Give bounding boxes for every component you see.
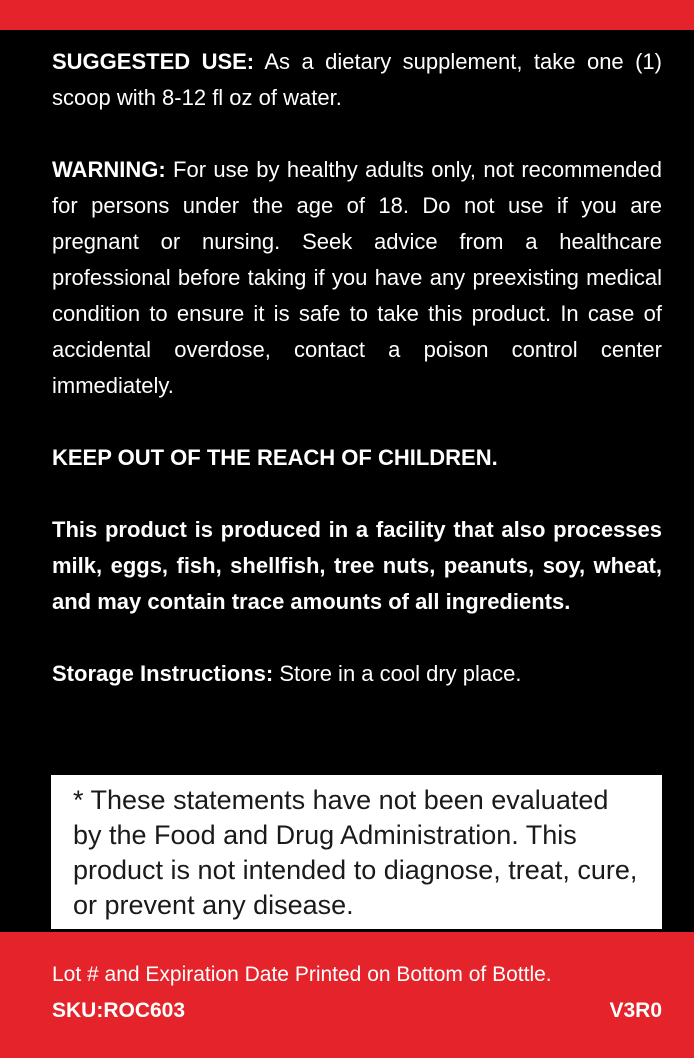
version-code: V3R0 (609, 999, 662, 1022)
storage-text: Store in a cool dry place. (273, 661, 522, 686)
sku-code: SKU:ROC603 (52, 999, 186, 1022)
fda-disclaimer-box (51, 775, 662, 929)
keep-out-of-reach-notice: KEEP OUT OF THE REACH OF CHILDREN. (52, 445, 498, 470)
warning-paragraph (52, 152, 662, 404)
suggested-use-heading: SUGGESTED USE: (52, 49, 255, 74)
warning-text: For use by healthy adults only, not recommended for persons under the age of 18. Do not use if you are pregnant or nursing. Seek advice from a healthcare professional before taking if you have any preexisting medical condition to ensure it is safe to take this product. In case of accidental overdose, contact a poison control center immediately. (52, 157, 662, 398)
bottom-red-band (0, 932, 694, 1058)
suggested-use-text: As a dietary supplement, take one (1) scoop with 8-12 fl oz of water. (52, 49, 662, 110)
top-red-band (0, 0, 694, 30)
lot-expiration-note: Lot # and Expiration Date Printed on Bottom of Bottle. (52, 963, 552, 986)
fda-disclaimer-text: * These statements have not been evaluated by the Food and Drug Administration. This product is not intended to diagnose, treat, cure, or prevent any disease. (73, 785, 638, 920)
warning-heading: WARNING: (52, 157, 166, 182)
suggested-use-paragraph (52, 44, 662, 116)
allergen-statement: This product is produced in a facility that also processes milk, eggs, fish, shellfish, tree nuts, peanuts, soy, wheat, and may contain trace amounts of all ingredients. (52, 517, 662, 614)
storage-heading: Storage Instructions: (52, 661, 274, 686)
label-panel (52, 44, 662, 692)
storage-paragraph (52, 656, 662, 692)
